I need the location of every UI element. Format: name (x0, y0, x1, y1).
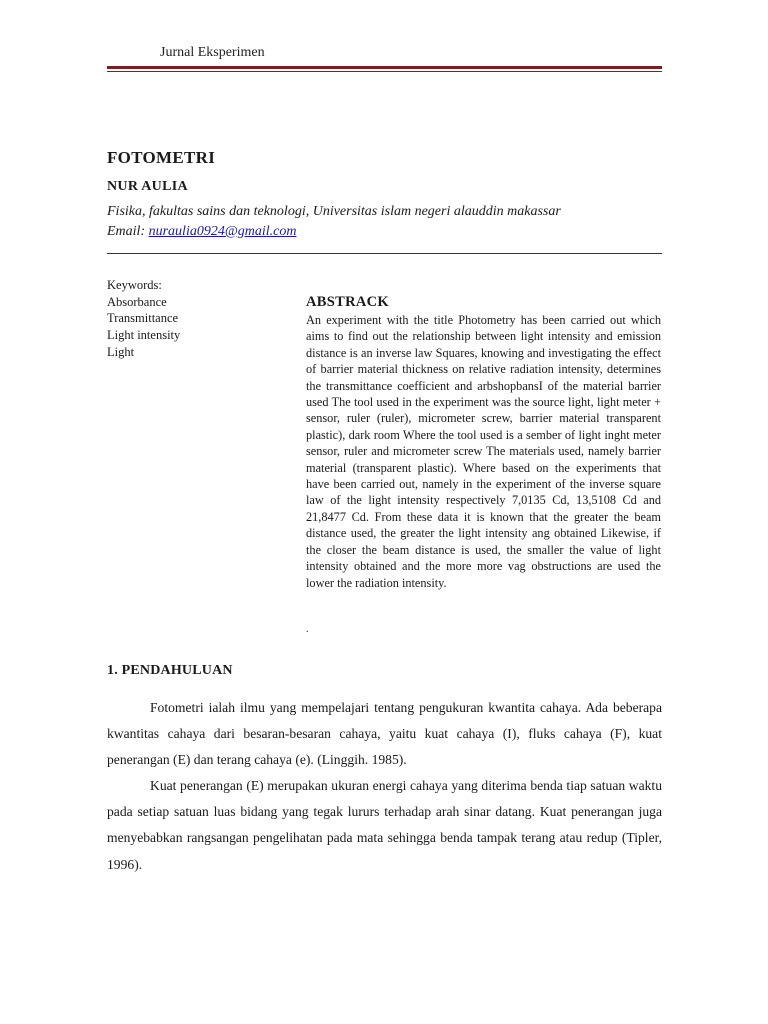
abstract-trailing-mark: . (306, 624, 309, 635)
keyword-item: Light (107, 344, 135, 359)
author-affiliation: Fisika, fakultas sains dan teknologi, Universitas islam negeri alauddin makassar (107, 204, 561, 219)
keywords-block (107, 277, 180, 361)
header-rule-thin (107, 71, 662, 72)
email-link[interactable]: nuraulia0924@gmail.com (148, 224, 297, 239)
section-paragraph-2: Kuat penerangan (E) merupakan ukuran energi cahaya yang diterima benda tiap satuan waktu pada setiap satuan luas bidang yang tegak lururs terhadap arah sinar datang. Kuat penerangan juga menyebabkan rangsangan pengelihatan pada mata sehingga benda tampak terang atau redup (Tipler, 1996). (107, 778, 662, 872)
journal-name: Jurnal Eksperimen (160, 45, 265, 60)
article-title: FOTOMETRI (107, 148, 216, 167)
section-paragraph-1: Fotometri ialah ilmu yang mempelajari tentang pengukuran kwantita cahaya. Ada beberapa kwantitas cahaya dari besaran-besaran cahaya, yaitu kuat cahaya (I), fluks cahaya (F), kuat penerangan (E) dan terang cahaya (e). (Linggih. 1985). (107, 700, 662, 768)
section-heading: 1. PENDAHULUAN (107, 663, 233, 678)
author-email-line (107, 224, 296, 240)
abstract-body: An experiment with the title Photometry has been carried out which aims to find out the relationship between light intensity and emission distance is an inverse law Squares, knowing and investigating the effect of barrier material thickness on relative radiation intensity, determines the transmittance coefficient and arbshopbansI of the material barrier used The tool used in the experiment was the source light, light meter + sensor, ruler (ruler), micrometer screw, barrier material transparent plastic), dark room Where the tool used is a sember of light inght meter sensor, ruler and micrometer screw The materials used, namely barrier material (transparent plastic). Where based on the experiments that have been carried out, namely in the experiment of the inverse square law of the light intensity respectively 7,0135 Cd, 13,5108 Cd and 21,8477 Cd. From these data it is known that the greater the beam distance used, the greater the light intensity ang obtained Likewise, if the closer the beam distance is used, the smaller the value of light intensity obtained and the more more vag obstructions are used the lower the radiation intensity. (306, 313, 661, 590)
abstract-heading: ABSTRACK (306, 294, 389, 310)
header-separator (107, 253, 662, 254)
keyword-item: Absorbance (107, 294, 167, 309)
keyword-item: Transmittance (107, 311, 179, 326)
article-author: NUR AULIA (107, 179, 188, 194)
header-rule-thick (107, 66, 662, 69)
keywords-label: Keywords: (107, 278, 162, 292)
keyword-item: Light intensity (107, 328, 181, 343)
email-label: Email: (107, 224, 149, 239)
